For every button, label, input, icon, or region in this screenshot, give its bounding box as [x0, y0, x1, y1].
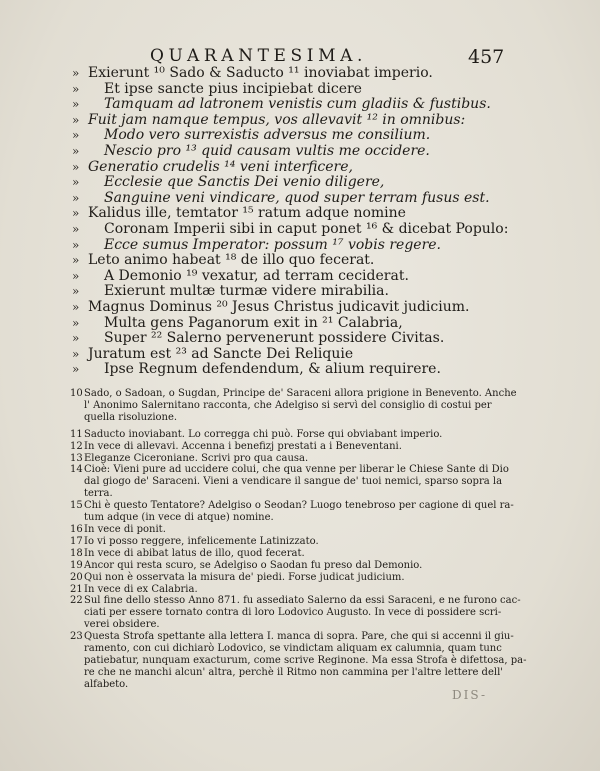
footnote-line: ciati per essere tornato contra di loro Lodovico Augusto. In vece di possidere scri-	[84, 607, 502, 619]
verse-text: Magnus Dominus ²⁰ Jesus Christus judicavit judicium.	[88, 298, 470, 315]
verse-text: Multa gens Paganorum exit in ²¹ Calabria,	[104, 314, 403, 331]
footnote-line: Ancor qui resta scuro, se Adelgiso o Saodan fu preso dal Demonio.	[84, 559, 423, 571]
page-number: 457	[468, 46, 505, 68]
footnote	[70, 536, 520, 548]
quote-mark: »	[72, 143, 80, 158]
footnote-number: 18	[70, 547, 83, 559]
footnote	[70, 595, 520, 631]
verse-line	[72, 222, 532, 238]
footnote-line: ramento, con cui dichiarò Lodovico, se vindictam aliquam ex calumnia, quam tunc	[84, 643, 502, 655]
footnote-number: 10	[70, 388, 83, 399]
verse-text: Nescio pro ¹³ quid causam vultis me occidere.	[104, 142, 430, 159]
footnote	[70, 429, 520, 441]
verse-line	[72, 362, 532, 378]
verse-line	[72, 238, 532, 254]
verse-text: Ipse Regnum defendendum, & alium requirere.	[104, 361, 441, 378]
verse-text: Generatio crudelis ¹⁴ veni interficere,	[88, 158, 353, 175]
verse-text: Leto animo habeat ¹⁸ de illo quo fecerat.	[88, 252, 375, 269]
quote-mark: »	[72, 206, 80, 221]
footnote-number: 15	[70, 500, 83, 512]
footnote-line: In vece di ex Calabria.	[84, 583, 198, 595]
footnote	[70, 584, 520, 596]
footnote	[70, 464, 520, 500]
footnote-line: In vece di allevavi. Accenna i benefizj prestati a i Beneventani.	[84, 440, 402, 452]
footnote	[70, 500, 520, 524]
verse-line	[72, 300, 532, 316]
footnote-line: l' Anonimo Salernitano racconta, che Adelgiso si servì del consiglio di costui per	[84, 399, 492, 411]
verse-line	[72, 128, 532, 144]
footnote-number: 21	[70, 583, 83, 595]
verse-text: Tamquam ad latronem venistis cum gladiis & fustibus.	[104, 96, 491, 113]
quote-mark: »	[72, 112, 80, 127]
verse-text: Exierunt multæ turmæ videre mirabilia.	[104, 283, 389, 300]
quote-mark: »	[72, 299, 80, 314]
quote-mark: »	[72, 221, 80, 236]
footnote-number: 20	[70, 571, 83, 583]
footnote-number: 12	[70, 440, 83, 452]
footnote	[70, 560, 520, 572]
quote-mark: »	[72, 253, 80, 268]
verse-text: A Demonio ¹⁹ vexatur, ad terram ceciderat.	[104, 267, 409, 284]
footnote	[70, 524, 520, 536]
quote-mark: »	[72, 331, 80, 346]
footnote	[70, 572, 520, 584]
verse-text: Sanguine veni vindicare, quod super terram fusus est.	[104, 189, 490, 206]
catchword: DIS-	[452, 688, 488, 702]
footnote-line: Qui non è osservata la misura de' piedi. Forse judicat judicium.	[84, 571, 405, 583]
verse-block	[72, 66, 532, 378]
footnote-line: Io vi posso reggere, infelicemente Latinizzato.	[84, 535, 319, 547]
quote-mark: »	[72, 97, 80, 112]
verse-line	[72, 284, 532, 300]
footnote-line: In vece di abibat latus de illo, quod fecerat.	[84, 547, 305, 559]
quote-mark: »	[72, 315, 80, 330]
footnote-number: 17	[70, 535, 83, 547]
footnote-line: Cioè: Vieni pure ad uccidere colui, che qua venne per liberar le Chiese Sante di Dio	[84, 464, 509, 476]
footnote	[70, 631, 527, 691]
footnote-number: 11	[70, 428, 83, 440]
footnote-number: 23	[70, 631, 83, 643]
footnote	[70, 441, 520, 453]
footnote-line: Sul fine dello stesso Anno 871. fu assediato Salerno da essi Saraceni, e ne furono cac-	[84, 595, 521, 607]
verse-line	[72, 316, 532, 332]
verse-line	[72, 160, 532, 176]
quote-mark: »	[72, 190, 80, 205]
footnote-number: 19	[70, 559, 83, 571]
verse-line	[72, 113, 532, 129]
verse-text: Fuit jam namque tempus, vos allevavit ¹² in omnibus:	[88, 111, 466, 128]
verse-line	[72, 191, 532, 207]
verse-line	[72, 82, 532, 98]
quote-mark: »	[72, 175, 80, 190]
verse-text: Coronam Imperii sibi in caput ponet ¹⁶ & dicebat Populo:	[104, 220, 509, 237]
footnote-line: terra.	[84, 488, 113, 500]
verse-line	[72, 66, 532, 82]
quote-mark: »	[72, 159, 80, 174]
footnote-line: quella risoluzione.	[84, 411, 178, 423]
footnote-line: Sado, o Sadoan, o Sugdan, Principe de' Saraceni allora prigione in Benevento. Anche	[84, 388, 517, 399]
quote-mark: »	[72, 284, 80, 299]
verse-line	[72, 347, 532, 363]
footnote	[70, 453, 520, 465]
footnote-line: Eleganze Ciceroniane. Scrivi pro qua causa.	[84, 452, 309, 464]
quote-mark: »	[72, 237, 80, 252]
footnote-line: In vece di ponit.	[84, 523, 166, 535]
footnote-line: re che ne manchi alcun' altra, perchè il Ritmo non cammina per l'altre lettere dell'	[84, 666, 504, 678]
footnote-line: tum adque (in vece di atque) nomine.	[84, 512, 274, 524]
verse-line	[72, 144, 532, 160]
footnote-number: 14	[70, 464, 83, 476]
footnote-line: Questa Strofa spettante alla lettera I. manca di sopra. Pare, che qui si accenni il giu-	[84, 631, 514, 643]
verse-text: Ecce sumus Imperator: possum ¹⁷ vobis regere.	[104, 236, 442, 253]
footnotes	[70, 388, 527, 691]
verse-line	[72, 253, 532, 269]
verse-text: Juratum est ²³ ad Sancte Dei Reliquie	[88, 345, 354, 362]
running-head: QUARANTESIMA.	[150, 46, 367, 66]
quote-mark: »	[72, 346, 80, 361]
verse-text: Exierunt ¹⁰ Sado & Saducto ¹¹ inoviabat imperio.	[88, 65, 433, 81]
verse-line	[72, 206, 532, 222]
footnote	[70, 548, 520, 560]
footnote-number: 13	[70, 452, 83, 464]
footnote-line: patiebatur, nunquam exacturum, come scrive Reginone. Ma essa Strofa è difettosa, pa-	[84, 654, 527, 666]
footnote-line: alfabeto.	[84, 678, 129, 690]
footnote-line: Chi è questo Tentatore? Adelgiso o Seodan? Luogo tenebroso per cagione di quel ra-	[84, 500, 514, 512]
verse-text: Ecclesie que Sanctis Dei venio diligere,	[104, 174, 385, 191]
quote-mark: »	[72, 66, 80, 80]
quote-mark: »	[72, 81, 80, 96]
quote-mark: »	[72, 128, 80, 143]
quote-mark: »	[72, 362, 80, 377]
verse-text: Et ipse sancte pius incipiebat dicere	[104, 80, 362, 97]
verse-text: Super ²² Salerno pervenerunt possidere Civitas.	[104, 330, 445, 347]
footnote-line: dal giogo de' Saraceni. Vieni a vendicare il sangue de' tuoi nemici, sparso sopra la	[84, 476, 503, 488]
footnote-line: Saducto inoviabant. Lo corregga chi può. Forse qui obviabant imperio.	[84, 428, 443, 440]
verse-text: Modo vero surrexistis adversus me consilium.	[104, 127, 431, 144]
verse-text: Kalidus ille, temtator ¹⁵ ratum adque nomine	[88, 205, 406, 222]
footnote-number: 16	[70, 523, 83, 535]
verse-line	[72, 97, 532, 113]
footnote	[70, 388, 520, 424]
verse-line	[72, 269, 532, 285]
verse-line	[72, 331, 532, 347]
quote-mark: »	[72, 268, 80, 283]
footnote-line: verei obsidere.	[84, 619, 160, 631]
footnote-number: 22	[70, 595, 83, 607]
verse-line	[72, 175, 532, 191]
